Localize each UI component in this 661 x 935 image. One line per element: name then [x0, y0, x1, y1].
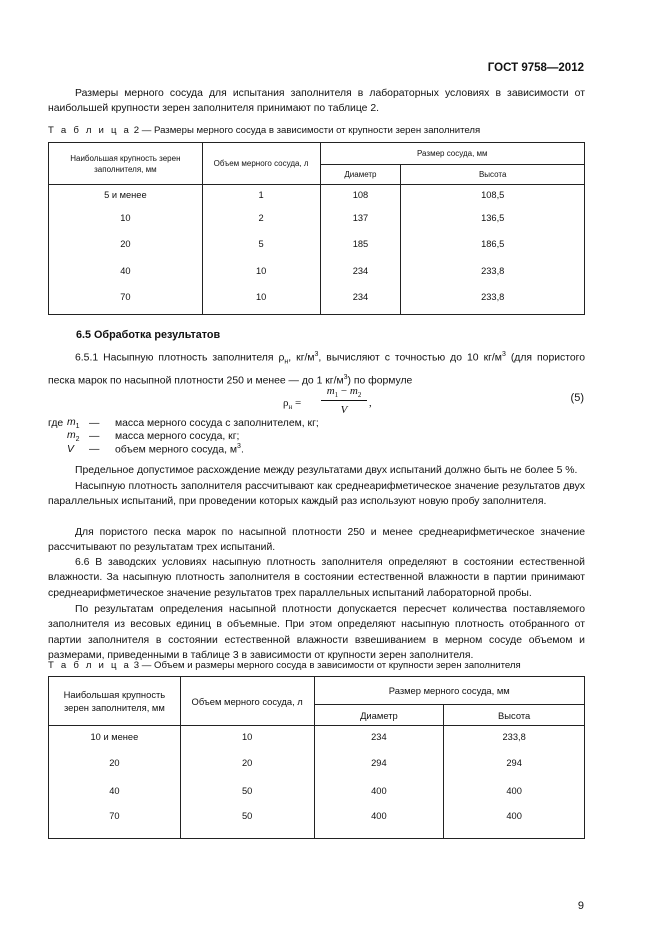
- formula-denominator: V: [340, 404, 348, 416]
- table-cell: 233,8: [401, 258, 585, 285]
- table-cell: 70: [49, 285, 203, 315]
- paragraph-recalculation: По результатам определения насыпной плотности допускается пересчет количества поставляемого заполнителя из весовых единиц в объемные. При этом определяют насыпную плотность отобранного от партии заполнителя в состоянии естественной влажности взвешиванием в мерном сосуде объемом и размерами, приведенными в таблице 3 в зависимости от крупности зерен заполнителя.: [48, 604, 585, 662]
- table2-header-diameter: Диаметр: [320, 165, 401, 185]
- table-cell: 400: [444, 805, 585, 839]
- legend-dash: —: [89, 431, 100, 443]
- legend-symbol: $m_2$: [67, 430, 80, 444]
- legend-dash: —: [89, 443, 100, 455]
- table-cell: 185: [320, 231, 401, 258]
- table-cell: 10: [202, 258, 320, 285]
- table-cell: 108,5: [401, 185, 585, 205]
- table2-header-vessel-size: Размер сосуда, мм: [320, 143, 584, 165]
- table-cell: 10: [49, 205, 203, 231]
- page-number: 9: [577, 900, 584, 912]
- table2-caption-text: 2 — Размеры мерного сосуда в зависимости от крупности зерен заполнителя: [131, 125, 481, 136]
- table-cell: 10: [180, 726, 314, 749]
- table-row: [49, 185, 585, 205]
- document-id: ГОСТ 9758—2012: [487, 62, 584, 74]
- table-cell: 234: [320, 285, 401, 315]
- table3-caption: [48, 660, 521, 671]
- table-row: [49, 805, 585, 839]
- table-row: [49, 231, 585, 258]
- table3-caption-prefix: Т а б л и ц а: [48, 660, 132, 671]
- table-cell: 136,5: [401, 205, 585, 231]
- table-cell: 400: [314, 805, 444, 839]
- table3-header-diameter: Диаметр: [314, 705, 444, 726]
- table-cell: 20: [180, 749, 314, 777]
- table-cell: 40: [49, 258, 203, 285]
- formula-legend: [48, 417, 319, 456]
- table3-header-vessel-size: Размер мерного сосуда, мм: [314, 677, 584, 705]
- table-cell: 20: [49, 749, 181, 777]
- table-cell: 70: [49, 805, 181, 839]
- table-cell: 233,8: [401, 285, 585, 315]
- table-cell: 234: [320, 258, 401, 285]
- table-cell: 234: [314, 726, 444, 749]
- table-cell: 5: [202, 231, 320, 258]
- legend-lead: где: [48, 418, 64, 430]
- table-cell: 10 и менее: [49, 726, 181, 749]
- table-cell: 294: [444, 749, 585, 777]
- legend-description: объем мерного сосуда, $м^3$.: [115, 443, 244, 456]
- table2-header-size: Наибольшая крупность зерен заполнителя, мм: [49, 143, 203, 185]
- table-row: [49, 285, 585, 315]
- formula-numerator: $m_1 - m_2$: [321, 385, 367, 401]
- paragraph-average: Насыпную плотность заполнителя рассчитывают как среднеарифметическое значение результатов двух параллельных испытаний, при проведении которых каждый раз используют новую пробу заполнителя.: [48, 481, 585, 508]
- table-cell: 50: [180, 805, 314, 839]
- table-cell: 50: [180, 777, 314, 805]
- formula-lhs: $\rho_н$ =: [283, 397, 302, 412]
- section-title: 6.5 Обработка результатов: [76, 329, 221, 341]
- table-cell: 10: [202, 285, 320, 315]
- table-cell: 233,8: [444, 726, 585, 749]
- table3-header-volume: Объем мерного сосуда, л: [180, 677, 314, 726]
- table2-caption: [48, 125, 480, 136]
- table-cell: 294: [314, 749, 444, 777]
- table-cell: 2: [202, 205, 320, 231]
- table-cell: 186,5: [401, 231, 585, 258]
- legend-description: масса мерного сосуда с заполнителем, кг;: [115, 418, 319, 430]
- legend-symbol: V: [67, 443, 74, 455]
- paragraph-porous-sand: Для пористого песка марок по насыпной плотности 250 и менее среднеарифметическое значение рассчитывают по результатам трех испытаний.: [48, 527, 585, 554]
- table3-caption-text: 3 — Объем и размеры мерного сосуда в зависимости от крупности зерен заполнителя: [131, 660, 521, 671]
- legend-symbol: $m_1$: [67, 417, 80, 431]
- table-row: [49, 726, 585, 749]
- legend-dash: —: [89, 418, 100, 430]
- legend-description: масса мерного сосуда, кг;: [115, 431, 240, 443]
- table-cell: 108: [320, 185, 401, 205]
- table-cell: 400: [444, 777, 585, 805]
- paragraph-tolerance: Предельное допустимое расхождение между результатами двух испытаний должно быть не более 5 %.: [75, 465, 578, 476]
- table2-header-height: Высота: [401, 165, 585, 185]
- table-3: [48, 676, 585, 839]
- table-cell: 1: [202, 185, 320, 205]
- paragraph-6-6: 6.6 В заводских условиях насыпную плотность заполнителя определяют в состоянии естественной влажности. За насыпную плотность заполнителя в состоянии естественной влажности в партии принимают среднеарифметическое значение результатов трех параллельных испытаний лабораторной пробы.: [48, 557, 585, 599]
- table-cell: 40: [49, 777, 181, 805]
- table-cell: 5 и менее: [49, 185, 203, 205]
- formula-comma: ,: [369, 397, 372, 409]
- table-row: [49, 777, 585, 805]
- table-row: [49, 258, 585, 285]
- formula-number: (5): [570, 392, 584, 404]
- table3-header-size: Наибольшая крупность зерен заполнителя, мм: [49, 677, 181, 726]
- table-cell: 400: [314, 777, 444, 805]
- table-cell: 20: [49, 231, 203, 258]
- table-cell: 137: [320, 205, 401, 231]
- table-row: [49, 205, 585, 231]
- table-2: [48, 142, 585, 315]
- paragraph-6-5-1: 6.5.1 Насыпную плотность заполнителя $\rho_н$, $кг/м^3$, вычисляют с точностью до 10 $кг/м^3$ (для пористого песка марок по насыпной плотности 250 и менее — до 1 $кг/м^3$) по формуле: [48, 351, 585, 387]
- table-row: [49, 749, 585, 777]
- intro-paragraph: Размеры мерного сосуда для испытания заполнителя в лабораторных условиях в зависимости от наибольшей крупности зерен заполнителя принимают по таблице 2.: [48, 88, 585, 115]
- table2-caption-prefix: Т а б л и ц а: [48, 125, 132, 136]
- table3-header-height: Высота: [444, 705, 585, 726]
- table2-header-volume: Объем мерного сосуда, л: [202, 143, 320, 185]
